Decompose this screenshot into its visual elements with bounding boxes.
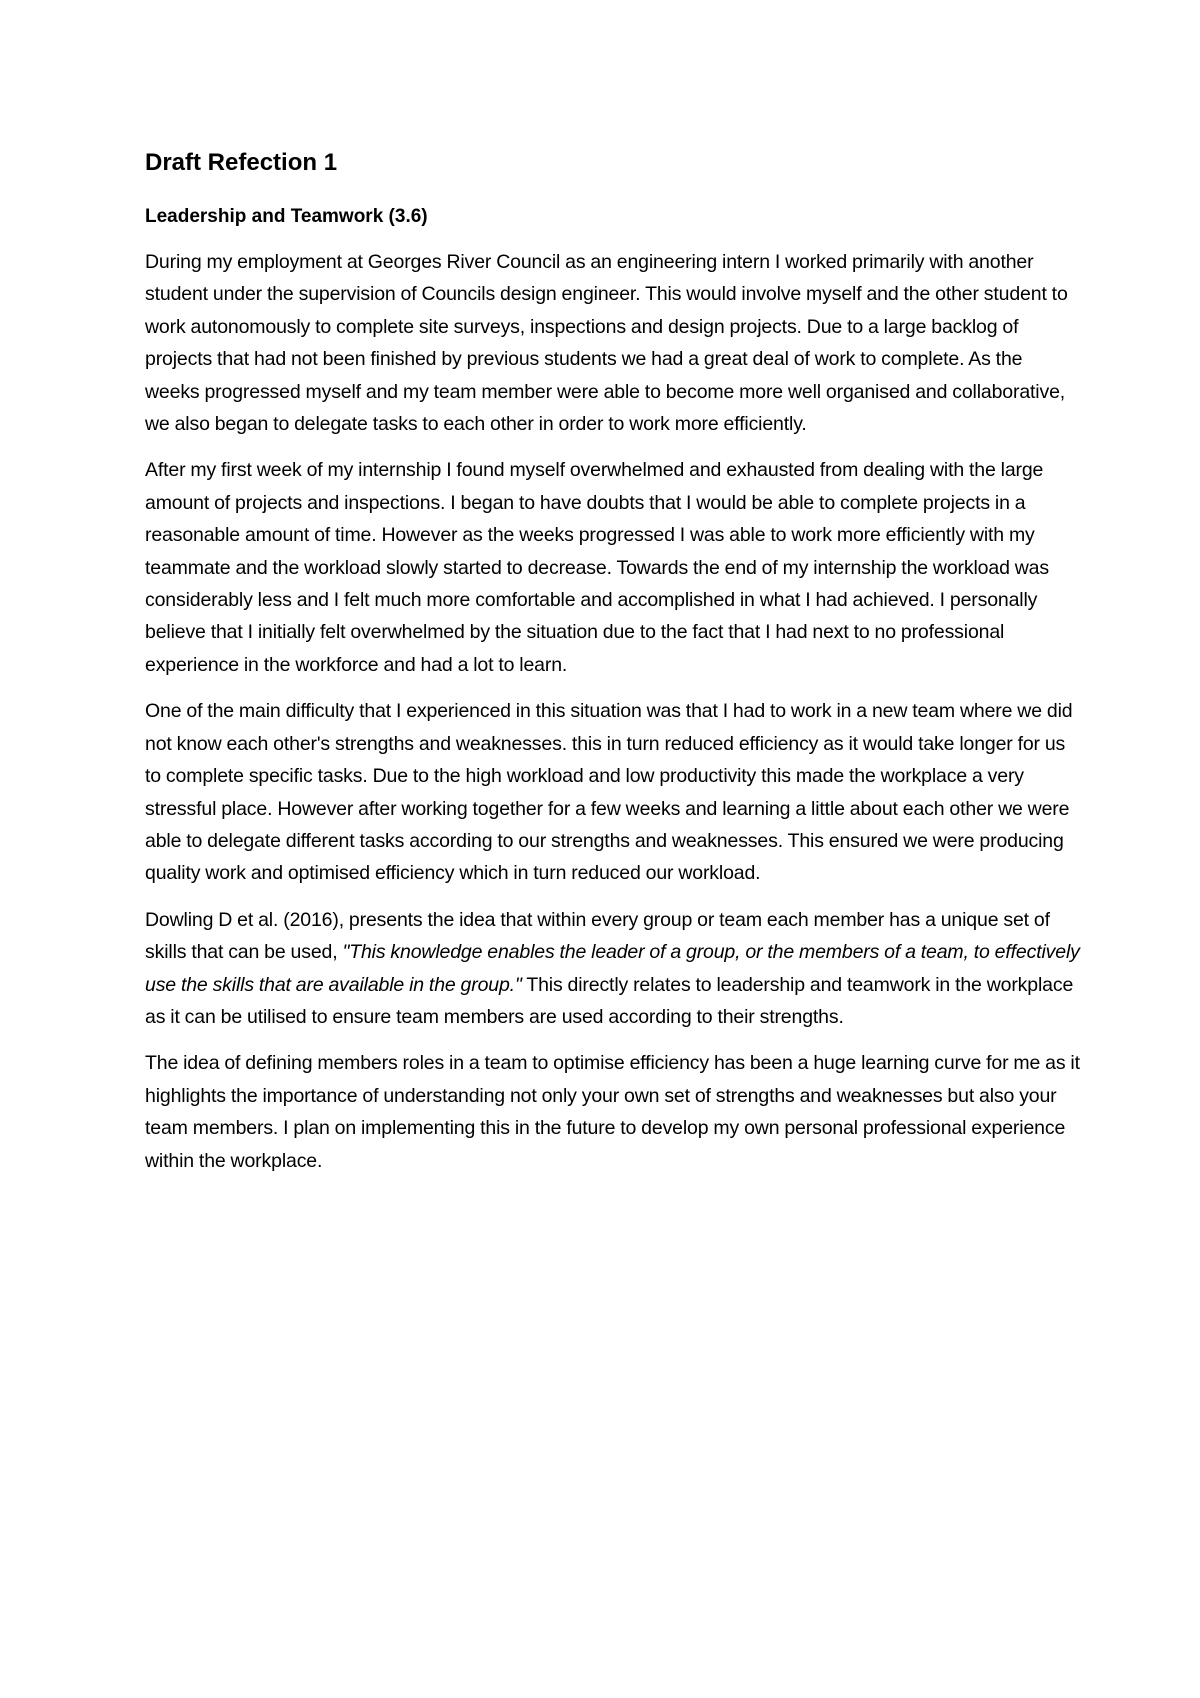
paragraph-closing: The idea of defining members roles in a team to optimise efficiency has been a huge learning curve for me as it highlights the importance of understanding not only your own set of strengths and weaknesses but also your team members. I plan on implementing this in the future to develop my own personal professional experience within the workplace.: [145, 1052, 1080, 1172]
citation-tail-text: This directly relates to leadership and teamwork in the workplace as it can be utilised to ensure team members are used according to their strengths.: [145, 973, 1074, 1028]
paragraph-employment: During my employment at Georges River Council as an engineering intern I worked primarily with another student under the supervision of Councils design engineer. This would involve myself and the other student to work autonomously to complete site surveys, inspections and design projects. Due to a large backlog of projects that had not been finished by previous students we had a great deal of work to complete. As the weeks progressed myself and my team member were able to become more well organised and collaborative, we also began to delegate tasks to each other in order to work more efficiently.: [145, 251, 1068, 436]
paragraph-first-week: After my first week of my internship I found myself overwhelmed and exhausted from dealing with the large amount of projects and inspections. I began to have doubts that I would be able to complete projects in a reasonable amount of time. However as the weeks progressed I was able to work more efficiently with my teammate and the workload slowly started to decrease. Towards the end of my internship the workload was considerably less and I felt much more comfortable and accomplished in what I had achieved. I personally believe that I initially felt overwhelmed by the situation due to the fact that I had next to no professional experience in the workforce and had a lot to learn.: [145, 459, 1049, 676]
document-title: Draft Refection 1: [145, 149, 338, 176]
document-body: [145, 148, 1080, 1191]
section-heading: Leadership and Teamwork (3.6): [145, 206, 428, 227]
paragraph-main-difficulty: One of the main difficulty that I experienced in this situation was that I had to work in a new team where we did not know each other's strengths and weaknesses. this in turn reduced efficiency as it would take longer for us to complete specific tasks. Due to the high workload and low productivity this made the workplace a very stressful place. However after working together for a few weeks and learning a little about each other we were able to delegate different tasks according to our strengths and weaknesses. This ensured we were producing quality work and optimised efficiency which in turn reduced our workload.: [145, 700, 1073, 885]
citation-quote: "This knowledge enables the leader of a group, or the members of a team, to effectively use the skills that are available in the group.": [145, 941, 1080, 996]
paragraph-citation: [145, 904, 1080, 1034]
citation-lead-text: Dowling D et al. (2016), presents the idea that within every group or team each member has a unique set of skills that can be used,: [145, 908, 1050, 964]
